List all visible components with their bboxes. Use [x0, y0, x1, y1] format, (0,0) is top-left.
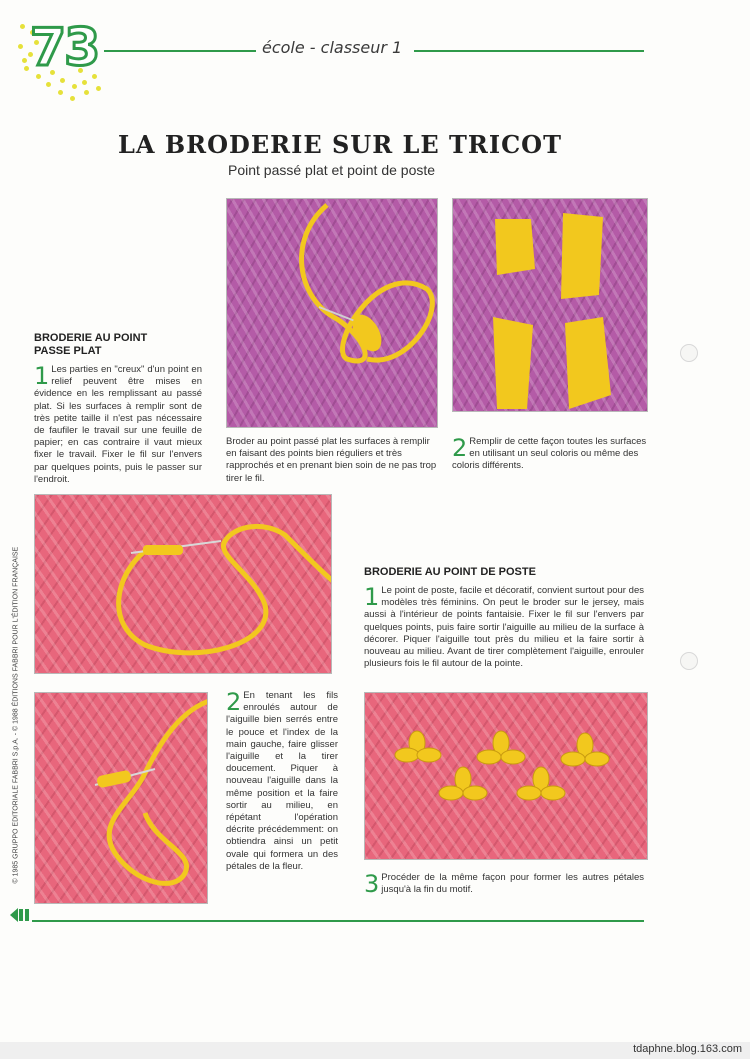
yarn-wrap-illustration — [35, 693, 208, 904]
copyright-vertical — [6, 530, 20, 890]
step-number: 2 — [226, 688, 242, 716]
section-heading-line1: BRODERIE AU POINT — [34, 332, 148, 344]
watermark: tdaphne.blog.163.com — [633, 1043, 742, 1055]
step-number: 1 — [34, 362, 50, 390]
section-heading-line2: PASSE PLAT — [34, 345, 102, 357]
page-subtitle: Point passé plat et point de poste — [228, 162, 436, 178]
header-rule-right — [414, 50, 644, 52]
photo-satin-stitch-finished — [452, 198, 648, 412]
back-arrow-icon — [8, 905, 32, 925]
step-number: 1 — [364, 583, 380, 611]
photo-bullion-flowers — [364, 692, 648, 860]
copyright-text: © 1985 GRUPPO EDITORIALE FABBRI S.p.A. - © 1988 ÉDITIONS FABBRI POUR L'ÉDITION FRANÇAISE — [12, 546, 20, 884]
photo-satin-stitch-start — [226, 198, 438, 428]
flower-motif-illustration — [365, 693, 648, 860]
section2-text: Le point de poste, facile et décoratif, convient surtout pour des modèles très féminins. On peut le broder sur le jersey, mais aussi à l'intérieur de points fantaisie. Fixer le fil sur l'envers par quelques points, puis faire sortir l'aiguille au milieu de la surface à décorer. Piquer l'aiguille tout près du milieu et la faire sortir à nouveau au milieu. Avant de tirer complètement l'aiguille, enrouler plusieurs fois le fil autour de la pointe. — [364, 585, 644, 670]
page-number: 73 — [30, 18, 99, 78]
step-number: 2 — [452, 434, 468, 462]
footer-rule — [32, 920, 644, 922]
section2-paragraph — [364, 585, 644, 670]
section-heading-satin-stitch — [34, 332, 214, 358]
page-title: LA BRODERIE SUR LE TRICOT — [118, 130, 562, 159]
caption-photo2 — [452, 436, 648, 473]
section1-text: Les parties en "creux" d'un point en relief peuvent être mises en évidence en les remplissant au passé plat. Si les surfaces à remplir sont de très petite taille il n'est pas nécessaire de faufiler le travail sur une feuille de papier; en cas contraire il vaut mieux fixer le travail. Fixer le fil sur l'envers par quelques points, puis le passer sur l'endroit. — [34, 364, 202, 485]
step3-paragraph — [364, 872, 644, 896]
photo-bullion-start — [34, 494, 332, 674]
section-heading-bullion-stitch: BRODERIE AU POINT DE POSTE — [364, 566, 536, 578]
series-title: école - classeur 1 — [262, 38, 403, 57]
binder-hole-top — [680, 344, 698, 362]
yarn-loop-illustration — [35, 495, 332, 674]
yarn-needle-illustration — [227, 199, 438, 428]
photo-bullion-wrap — [34, 692, 208, 904]
caption-photo2-text: Remplir de cette façon toutes les surfaces en utilisant un seul coloris ou même des coloris différents. — [452, 436, 647, 472]
step2-text: En tenant les fils enroulés autour de l'aiguille bien serrés entre le pouce et l'index de la main gauche, faire glisser l'aiguille et la tirer doucement. Piquer à nouveau l'aiguille dans la même position et la faire sortir au milieu, en répétant l'opération décrite précédemment: on obtiendra ainsi un petit ovale qui formera un des pétales de la fleur. — [226, 690, 338, 872]
binder-hole-bottom — [680, 652, 698, 670]
caption-photo1: Broder au point passé plat les surfaces à remplir en faisant des points bien réguliers et très rapprochés et en prenant bien soin de ne pas trop tirer le fil. — [226, 436, 437, 484]
step-number: 3 — [364, 870, 380, 898]
header-rule-left — [104, 50, 256, 52]
section1-paragraph — [34, 364, 202, 486]
step3-text: Procéder de la même façon pour former les autres pétales jusqu'à la fin du motif. — [381, 872, 644, 896]
satin-fill-illustration — [453, 199, 648, 412]
step2-paragraph — [226, 690, 338, 873]
